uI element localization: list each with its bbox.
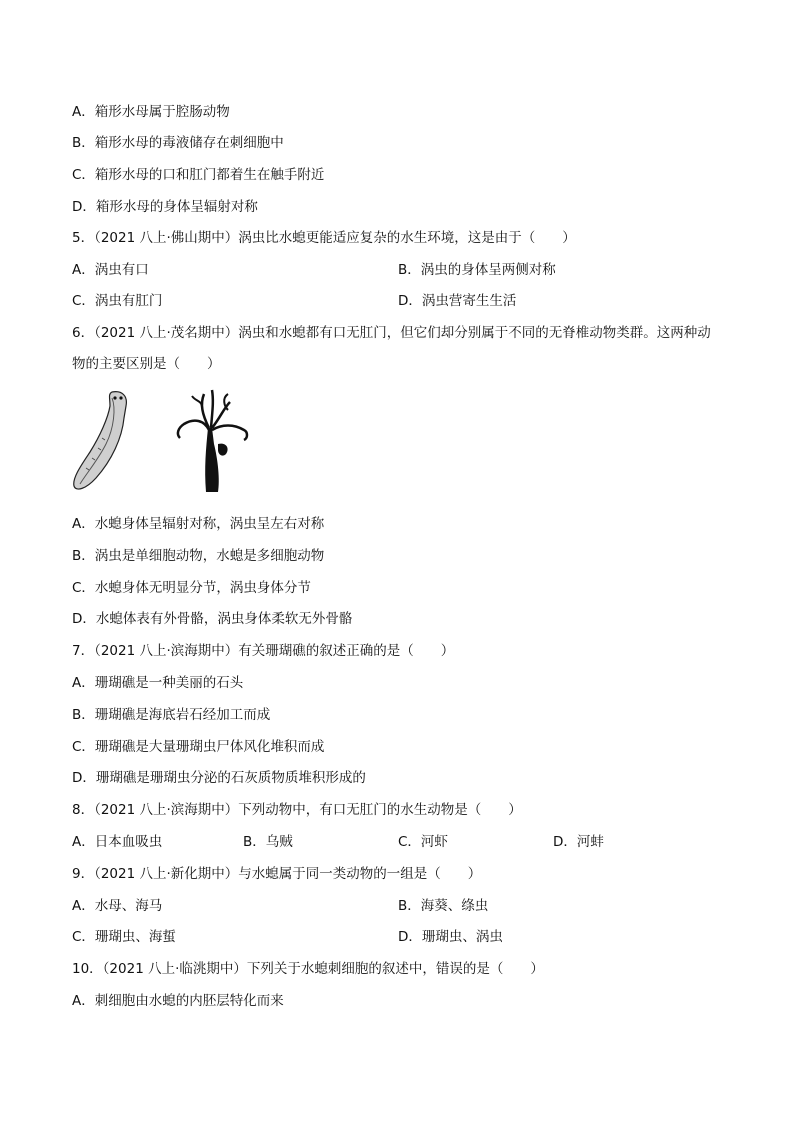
planarian-hydra-illustration bbox=[72, 388, 252, 498]
q8-option-d: D．河蚌 bbox=[553, 834, 604, 850]
q9-option-a: A．水母、海马 bbox=[72, 898, 163, 914]
q7-stem: 7．（2021 八上·滨海期中）有关珊瑚礁的叙述正确的是（ ） bbox=[72, 643, 455, 659]
q5-option-c: C．涡虫有肛门 bbox=[72, 293, 163, 309]
q5-stem: 5．（2021 八上·佛山期中）涡虫比水螅更能适应复杂的水生环境，这是由于（ ） bbox=[72, 230, 576, 246]
q6-option-c: C．水螅身体无明显分节，涡虫身体分节 bbox=[72, 580, 311, 596]
q6-stem-line1: 6．（2021 八上·茂名期中）涡虫和水螅都有口无肛门，但它们却分别属于不同的无脊椎动物类群。这两种动 bbox=[72, 325, 711, 341]
planarian-drawing bbox=[74, 392, 127, 489]
q10-option-a: A．刺细胞由水螅的内胚层特化而来 bbox=[72, 993, 284, 1009]
q10-stem: 10．（2021 八上·临洮期中）下列关于水螅刺细胞的叙述中，错误的是（ ） bbox=[72, 961, 544, 977]
q9-option-b: B．海葵、绦虫 bbox=[398, 898, 489, 914]
q4-option-c: C．箱形水母的口和肛门都着生在触手附近 bbox=[72, 167, 325, 183]
q6-option-b: B．涡虫是单细胞动物，水螅是多细胞动物 bbox=[72, 548, 325, 564]
q6-option-a: A．水螅身体呈辐射对称，涡虫呈左右对称 bbox=[72, 516, 325, 532]
q6-figure bbox=[72, 388, 252, 498]
q8-option-b: B．乌贼 bbox=[243, 834, 293, 850]
q9-option-c: C．珊瑚虫、海蜇 bbox=[72, 929, 176, 945]
q8-stem: 8．（2021 八上·滨海期中）下列动物中，有口无肛门的水生动物是（ ） bbox=[72, 802, 522, 818]
q6-stem-line2: 物的主要区别是（ ） bbox=[72, 356, 221, 372]
q4-option-b: B．箱形水母的毒液储存在刺细胞中 bbox=[72, 135, 284, 151]
q5-option-a: A．涡虫有口 bbox=[72, 262, 149, 278]
q9-option-d: D．珊瑚虫、涡虫 bbox=[398, 929, 503, 945]
q7-option-d: D．珊瑚礁是珊瑚虫分泌的石灰质物质堆积形成的 bbox=[72, 770, 366, 786]
q5-option-d: D．涡虫营寄生生活 bbox=[398, 293, 517, 309]
q7-option-b: B．珊瑚礁是海底岩石经加工而成 bbox=[72, 707, 271, 723]
q4-option-a: A．箱形水母属于腔肠动物 bbox=[72, 104, 230, 120]
q7-option-a: A．珊瑚礁是一种美丽的石头 bbox=[72, 675, 244, 691]
hydra-drawing bbox=[178, 390, 247, 492]
q8-option-c: C．河虾 bbox=[398, 834, 448, 850]
q7-option-c: C．珊瑚礁是大量珊瑚虫尸体风化堆积而成 bbox=[72, 739, 325, 755]
q9-stem: 9．（2021 八上·新化期中）与水螅属于同一类动物的一组是（ ） bbox=[72, 866, 482, 882]
q4-option-d: D．箱形水母的身体呈辐射对称 bbox=[72, 199, 258, 215]
q6-option-d: D．水螅体表有外骨骼，涡虫身体柔软无外骨骼 bbox=[72, 611, 353, 627]
q8-option-a: A．日本血吸虫 bbox=[72, 834, 163, 850]
q5-option-b: B．涡虫的身体呈两侧对称 bbox=[398, 262, 556, 278]
